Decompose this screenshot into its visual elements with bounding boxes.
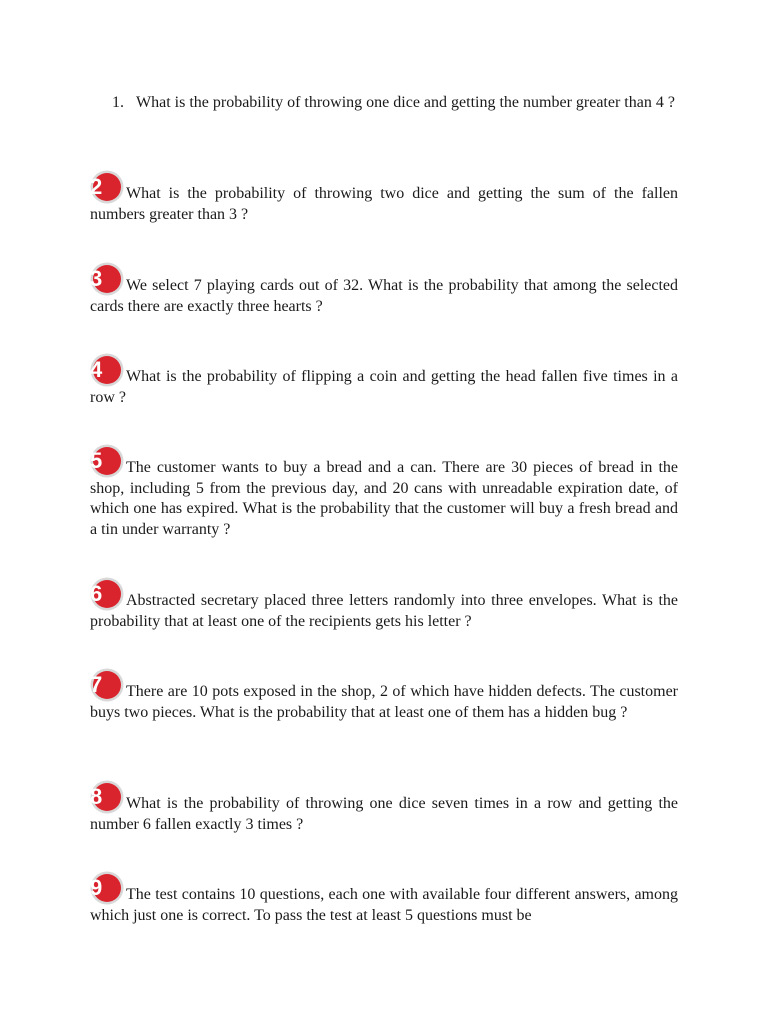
- question-text: Abstracted secretary placed three letters randomly into three envelopes. What is the probability that at least one of the recipients gets his letter ?: [90, 592, 678, 630]
- badge-number: 5: [90, 448, 103, 473]
- question-5: [90, 448, 678, 540]
- badge-number: 3: [90, 266, 103, 291]
- question-text: The test contains 10 questions, each one with available four different answers, among which just one is correct. To pass the test at least 5 questions must be: [90, 886, 678, 924]
- number-badge-icon: [90, 780, 124, 814]
- question-text: There are 10 pots exposed in the shop, 2 of which have hidden defects. The customer buys two pieces. What is the probability that at least one of them has a hidden bug ?: [90, 683, 678, 721]
- number-badge-icon: [90, 577, 124, 611]
- badge-number: 4: [90, 357, 103, 382]
- number-badge-icon: [90, 170, 124, 204]
- question-text: We select 7 playing cards out of 32. What is the probability that among the selected cards there are exactly three hearts ?: [90, 277, 678, 315]
- question-2: [90, 174, 678, 225]
- question-text: What is the probability of throwing one dice and getting the number greater than 4 ?: [136, 94, 675, 111]
- badge-number: 7: [90, 672, 103, 697]
- question-3: [90, 266, 678, 317]
- question-6: [90, 581, 678, 632]
- question-text: What is the probability of throwing one dice seven times in a row and getting the number 6 fallen exactly 3 times ?: [90, 795, 678, 833]
- question-8: [90, 784, 678, 835]
- number-badge-icon: [90, 668, 124, 702]
- number-badge-icon: [90, 262, 124, 296]
- number-badge-icon: [90, 871, 124, 905]
- question-text: What is the probability of flipping a coin and getting the head fallen five times in a row ?: [90, 368, 678, 406]
- question-text: What is the probability of throwing two dice and getting the sum of the fallen numbers greater than 3 ?: [90, 185, 678, 223]
- badge-number: 9: [90, 875, 103, 900]
- question-1: [112, 93, 678, 114]
- badge-number: 8: [90, 784, 103, 809]
- badge-number: 6: [90, 581, 103, 606]
- number-badge-icon: [90, 444, 124, 478]
- question-text: The customer wants to buy a bread and a can. There are 30 pieces of bread in the shop, including 5 from the previous day, and 20 cans with unreadable expiration date, of which one has expired. What is the probability that the customer will buy a fresh bread and a tin under warranty ?: [90, 459, 678, 538]
- badge-number: 2: [90, 174, 103, 199]
- question-9: [90, 875, 678, 926]
- question-4: [90, 357, 678, 408]
- question-number: 1.: [112, 94, 124, 111]
- number-badge-icon: [90, 353, 124, 387]
- question-7: [90, 672, 678, 723]
